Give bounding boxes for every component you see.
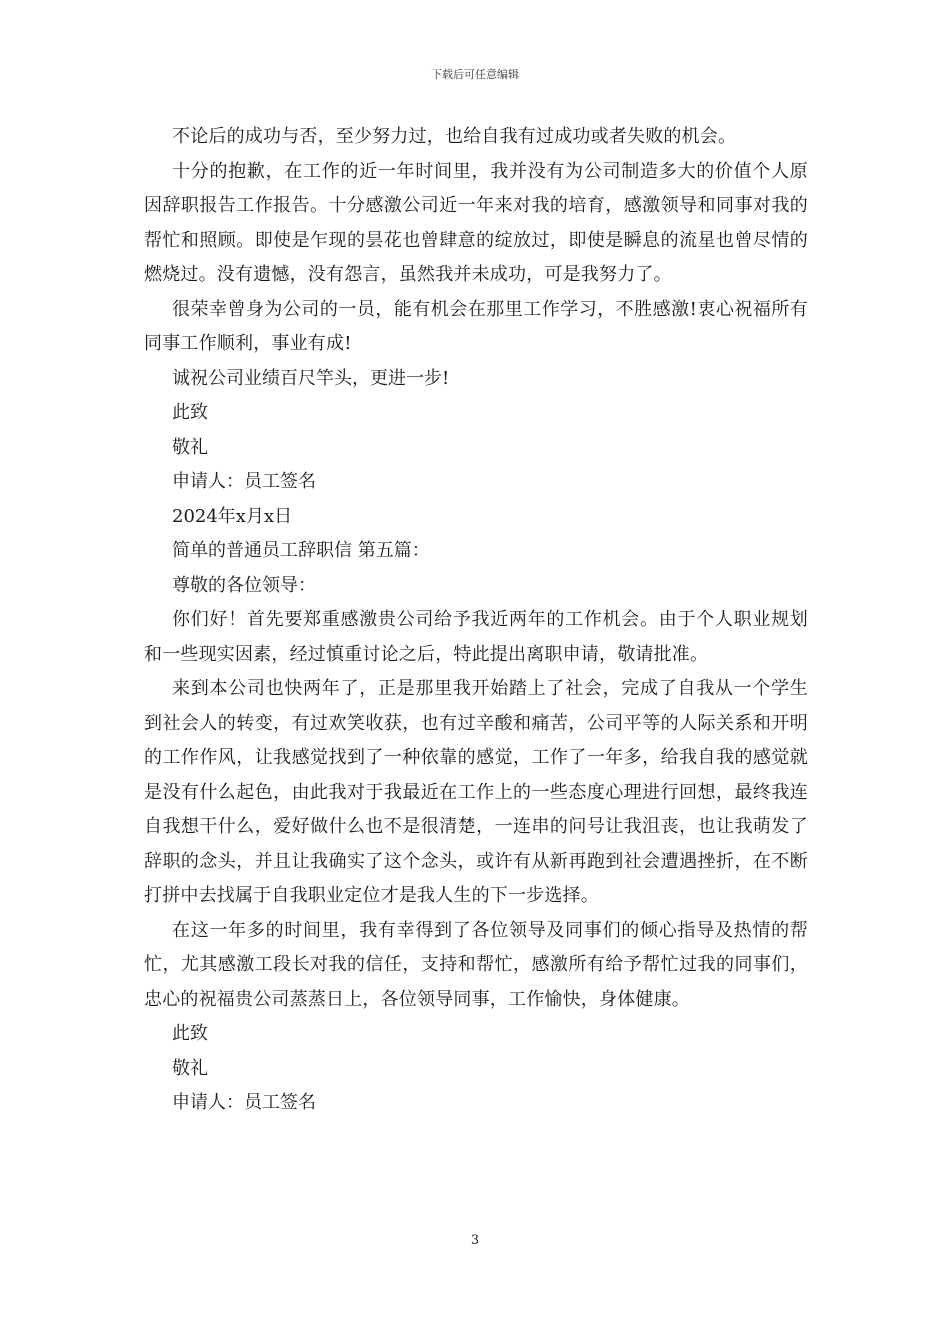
document-body bbox=[144, 120, 808, 1121]
paragraph-apology: 十分的抱歉，在工作的近一年时间里，我并没有为公司制造多大的价值个人原因辞职报告工作报告。十分感激公司近一年来对我的培育，感激领导和同事对我的帮忙和照顾。即使是乍现的昙花也曾肆意的绽放过，即使是瞬息的流星也曾尽情的燃烧过。没有遗憾，没有怨言，虽然我并未成功，可是我努力了。 bbox=[144, 160, 808, 285]
paragraph-wishes: 诚祝公司业绩百尺竿头，更进一步! bbox=[172, 367, 450, 389]
applicant-signature-2: 申请人：员工签名 bbox=[172, 1092, 316, 1113]
salutation: 敬礼 bbox=[172, 436, 208, 458]
paragraph-thanks: 在这一年多的时间里，我有幸得到了各位领导及同事们的倾心指导及热情的帮忙，尤其感激工段长对我的信任，支持和帮忙，感激所有给予帮忙过我的同事们，忠心的祝福贵公司蒸蒸日上，各位领导同事，工作愉快，身体健康。 bbox=[144, 919, 808, 1010]
letter-date: 2024年x月x日 bbox=[172, 505, 293, 527]
paragraph-outcome: 不论后的成功与否，至少努力过，也给自我有过成功或者失败的机会。 bbox=[172, 126, 737, 147]
letter-greeting: 尊敬的各位领导： bbox=[172, 574, 316, 596]
applicant-signature: 申请人：员工签名 bbox=[172, 471, 316, 492]
paragraph-reflection: 来到本公司也快两年了，正是那里我开始踏上了社会，完成了自我从一个学生到社会人的转变，有过欢笑收获，也有过辛酸和痛苦，公司平等的人际关系和开明的工作作风，让我感觉找到了一种依靠的感觉，工作了一年多，给我自我的感觉就是没有什么起色，由此我对于我最近在工作上的一些态度心理进行回想，最终我连自我想干什么，爱好做什么也不是很清楚，一连串的问号让我沮丧，也让我萌发了辞职的念头，并且让我确实了这个念头，或许有从新再跑到社会遭遇挫折，在不断打拼中去找属于自我职业定位才是我人生的下一步选择。 bbox=[144, 678, 808, 906]
paragraph-gratitude: 很荣幸曾身为公司的一员，能有机会在那里工作学习，不胜感激!衷心祝福所有同事工作顺利，事业有成! bbox=[144, 298, 808, 354]
closing-phrase-2: 此致 bbox=[172, 1023, 208, 1044]
paragraph-opening: 你们好！首先要郑重感激贵公司给予我近两年的工作机会。由于个人职业规划和一些现实因素，经过慎重讨论之后，特此提出离职申请，敬请批准。 bbox=[144, 609, 808, 665]
page-header: 下载后可任意编辑 bbox=[431, 68, 519, 81]
page-number: 3 bbox=[470, 1233, 480, 1248]
salutation-2: 敬礼 bbox=[172, 1057, 208, 1079]
closing-phrase: 此致 bbox=[172, 402, 208, 423]
section-title: 简单的普通员工辞职信 第五篇： bbox=[172, 540, 430, 561]
